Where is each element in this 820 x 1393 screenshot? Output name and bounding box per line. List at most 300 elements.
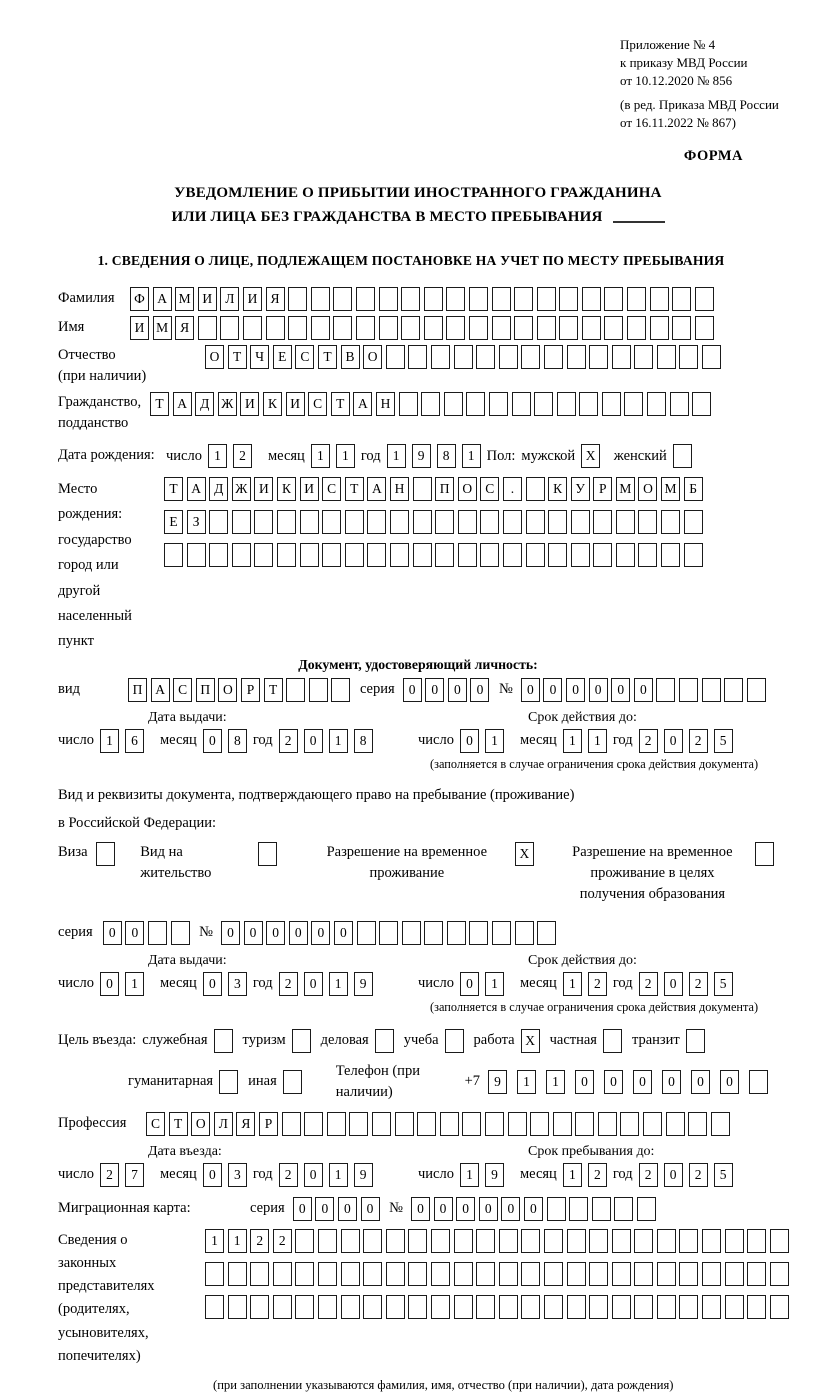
char-box[interactable]: Я — [236, 1112, 255, 1136]
char-box[interactable] — [228, 1262, 247, 1286]
char-box[interactable]: 0 — [100, 972, 119, 996]
char-box[interactable] — [431, 1262, 450, 1286]
char-box[interactable] — [672, 287, 691, 311]
char-box[interactable]: Т — [331, 392, 350, 416]
char-box[interactable] — [604, 287, 623, 311]
char-box[interactable] — [367, 543, 386, 567]
char-box[interactable] — [702, 1229, 721, 1253]
char-box[interactable]: 2 — [233, 444, 252, 468]
char-box[interactable]: 1 — [125, 972, 144, 996]
purpose-humanitarian-checkbox[interactable] — [219, 1070, 238, 1094]
char-box[interactable] — [650, 287, 669, 311]
char-box[interactable] — [480, 543, 499, 567]
char-box[interactable] — [612, 1262, 631, 1286]
char-box[interactable]: 0 — [611, 678, 630, 702]
char-box[interactable] — [417, 1112, 436, 1136]
char-box[interactable]: О — [638, 477, 657, 501]
char-box[interactable] — [288, 287, 307, 311]
char-box[interactable] — [318, 1229, 337, 1253]
char-box[interactable] — [620, 1112, 639, 1136]
char-box[interactable] — [571, 543, 590, 567]
char-box[interactable] — [367, 510, 386, 534]
char-box[interactable]: 0 — [304, 972, 323, 996]
char-box[interactable]: 0 — [338, 1197, 357, 1221]
char-box[interactable] — [521, 1262, 540, 1286]
char-box[interactable] — [345, 510, 364, 534]
char-box[interactable]: 0 — [479, 1197, 498, 1221]
char-box[interactable]: И — [130, 316, 149, 340]
char-box[interactable]: И — [240, 392, 259, 416]
char-box[interactable] — [688, 1112, 707, 1136]
char-box[interactable] — [679, 1229, 698, 1253]
char-box[interactable] — [661, 543, 680, 567]
sex-female-checkbox[interactable] — [673, 444, 692, 468]
char-box[interactable]: О — [218, 678, 237, 702]
char-box[interactable]: 3 — [228, 1163, 247, 1187]
char-box[interactable] — [480, 510, 499, 534]
char-box[interactable] — [492, 316, 511, 340]
char-box[interactable] — [454, 1229, 473, 1253]
char-box[interactable] — [657, 1229, 676, 1253]
char-box[interactable] — [747, 678, 766, 702]
char-box[interactable]: Т — [169, 1112, 188, 1136]
char-box[interactable] — [515, 921, 534, 945]
char-box[interactable]: И — [243, 287, 262, 311]
char-box[interactable]: 9 — [354, 1163, 373, 1187]
char-box[interactable] — [205, 1262, 224, 1286]
char-box[interactable] — [589, 1229, 608, 1253]
char-box[interactable]: 3 — [228, 972, 247, 996]
char-box[interactable] — [521, 1295, 540, 1319]
char-box[interactable]: 0 — [334, 921, 353, 945]
char-box[interactable]: Т — [150, 392, 169, 416]
char-box[interactable]: 1 — [460, 1163, 479, 1187]
char-box[interactable] — [424, 287, 443, 311]
char-box[interactable] — [637, 1197, 656, 1221]
char-box[interactable] — [695, 287, 714, 311]
char-box[interactable] — [592, 1197, 611, 1221]
char-box[interactable]: 0 — [434, 1197, 453, 1221]
char-box[interactable]: 2 — [639, 972, 658, 996]
temporary-residence-checkbox[interactable]: X — [515, 842, 534, 866]
char-box[interactable]: М — [175, 287, 194, 311]
char-box[interactable]: 0 — [470, 678, 489, 702]
residence-permit-checkbox[interactable] — [258, 842, 277, 866]
char-box[interactable] — [557, 392, 576, 416]
char-box[interactable] — [657, 1295, 676, 1319]
char-box[interactable] — [476, 1262, 495, 1286]
char-box[interactable] — [469, 287, 488, 311]
char-box[interactable]: А — [353, 392, 372, 416]
char-box[interactable] — [435, 543, 454, 567]
char-box[interactable]: 0 — [720, 1070, 739, 1094]
char-box[interactable]: 0 — [125, 921, 144, 945]
char-box[interactable] — [243, 316, 262, 340]
char-box[interactable]: 0 — [633, 1070, 652, 1094]
char-box[interactable]: А — [153, 287, 172, 311]
char-box[interactable] — [390, 543, 409, 567]
char-box[interactable]: 2 — [639, 1163, 658, 1187]
char-box[interactable] — [724, 678, 743, 702]
char-box[interactable] — [679, 678, 698, 702]
char-box[interactable]: 2 — [279, 972, 298, 996]
char-box[interactable] — [485, 1112, 504, 1136]
char-box[interactable] — [209, 510, 228, 534]
char-box[interactable]: 0 — [311, 921, 330, 945]
char-box[interactable] — [634, 345, 653, 369]
char-box[interactable]: 2 — [689, 972, 708, 996]
char-box[interactable] — [399, 392, 418, 416]
char-box[interactable] — [638, 510, 657, 534]
char-box[interactable] — [544, 345, 563, 369]
char-box[interactable]: 9 — [485, 1163, 504, 1187]
char-box[interactable] — [228, 1295, 247, 1319]
char-box[interactable] — [390, 510, 409, 534]
char-box[interactable]: 0 — [361, 1197, 380, 1221]
char-box[interactable] — [386, 1295, 405, 1319]
char-box[interactable]: 0 — [566, 678, 585, 702]
char-box[interactable] — [220, 316, 239, 340]
char-box[interactable]: О — [363, 345, 382, 369]
char-box[interactable]: 1 — [563, 1163, 582, 1187]
char-box[interactable] — [454, 1262, 473, 1286]
char-box[interactable] — [311, 316, 330, 340]
purpose-tourism-checkbox[interactable] — [292, 1029, 311, 1053]
char-box[interactable] — [725, 1262, 744, 1286]
char-box[interactable]: 2 — [273, 1229, 292, 1253]
char-box[interactable]: 1 — [208, 444, 227, 468]
char-box[interactable] — [250, 1262, 269, 1286]
char-box[interactable]: 2 — [279, 729, 298, 753]
purpose-transit-checkbox[interactable] — [686, 1029, 705, 1053]
char-box[interactable]: 0 — [203, 972, 222, 996]
char-box[interactable] — [559, 316, 578, 340]
char-box[interactable]: Ч — [250, 345, 269, 369]
char-box[interactable] — [372, 1112, 391, 1136]
char-box[interactable]: 0 — [203, 1163, 222, 1187]
char-box[interactable] — [363, 1295, 382, 1319]
char-box[interactable] — [747, 1262, 766, 1286]
char-box[interactable] — [349, 1112, 368, 1136]
char-box[interactable]: 0 — [691, 1070, 710, 1094]
char-box[interactable] — [295, 1295, 314, 1319]
char-box[interactable] — [666, 1112, 685, 1136]
char-box[interactable]: 2 — [689, 729, 708, 753]
char-box[interactable] — [408, 1262, 427, 1286]
char-box[interactable]: Д — [209, 477, 228, 501]
char-box[interactable] — [702, 1262, 721, 1286]
char-box[interactable] — [702, 678, 721, 702]
purpose-private-checkbox[interactable] — [603, 1029, 622, 1053]
char-box[interactable]: Я — [175, 316, 194, 340]
char-box[interactable]: Д — [195, 392, 214, 416]
char-box[interactable]: 1 — [100, 729, 119, 753]
char-box[interactable] — [647, 392, 666, 416]
char-box[interactable]: Р — [259, 1112, 278, 1136]
char-box[interactable]: И — [254, 477, 273, 501]
char-box[interactable]: 0 — [604, 1070, 623, 1094]
char-box[interactable]: Т — [264, 678, 283, 702]
char-box[interactable]: Ф — [130, 287, 149, 311]
char-box[interactable] — [164, 543, 183, 567]
char-box[interactable] — [725, 1229, 744, 1253]
purpose-business-checkbox[interactable] — [214, 1029, 233, 1053]
char-box[interactable] — [589, 345, 608, 369]
char-box[interactable] — [386, 1262, 405, 1286]
char-box[interactable]: 6 — [125, 729, 144, 753]
char-box[interactable]: 0 — [456, 1197, 475, 1221]
char-box[interactable]: 0 — [460, 729, 479, 753]
char-box[interactable] — [232, 543, 251, 567]
char-box[interactable] — [537, 921, 556, 945]
char-box[interactable]: 2 — [588, 1163, 607, 1187]
char-box[interactable]: 0 — [634, 678, 653, 702]
char-box[interactable] — [379, 287, 398, 311]
char-box[interactable] — [300, 543, 319, 567]
char-box[interactable] — [537, 316, 556, 340]
char-box[interactable] — [288, 316, 307, 340]
char-box[interactable]: 1 — [563, 729, 582, 753]
char-box[interactable]: Е — [273, 345, 292, 369]
char-box[interactable] — [638, 543, 657, 567]
char-box[interactable]: 0 — [543, 678, 562, 702]
char-box[interactable]: А — [151, 678, 170, 702]
char-box[interactable] — [530, 1112, 549, 1136]
char-box[interactable] — [695, 316, 714, 340]
char-box[interactable]: 0 — [411, 1197, 430, 1221]
char-box[interactable] — [593, 510, 612, 534]
char-box[interactable]: 1 — [228, 1229, 247, 1253]
char-box[interactable] — [604, 316, 623, 340]
char-box[interactable] — [322, 543, 341, 567]
char-box[interactable]: Б — [684, 477, 703, 501]
char-box[interactable]: 1 — [329, 1163, 348, 1187]
char-box[interactable] — [582, 287, 601, 311]
char-box[interactable]: 0 — [448, 678, 467, 702]
char-box[interactable]: П — [435, 477, 454, 501]
char-box[interactable]: Р — [241, 678, 260, 702]
char-box[interactable] — [333, 316, 352, 340]
char-box[interactable]: А — [367, 477, 386, 501]
char-box[interactable]: С — [480, 477, 499, 501]
char-box[interactable] — [446, 316, 465, 340]
char-box[interactable] — [304, 1112, 323, 1136]
char-box[interactable]: 0 — [501, 1197, 520, 1221]
char-box[interactable] — [282, 1112, 301, 1136]
char-box[interactable] — [205, 1295, 224, 1319]
char-box[interactable] — [589, 1262, 608, 1286]
char-box[interactable] — [627, 287, 646, 311]
char-box[interactable] — [341, 1262, 360, 1286]
char-box[interactable] — [277, 543, 296, 567]
char-box[interactable] — [198, 316, 217, 340]
char-box[interactable]: 0 — [521, 678, 540, 702]
char-box[interactable]: И — [300, 477, 319, 501]
char-box[interactable] — [643, 1112, 662, 1136]
char-box[interactable] — [254, 543, 273, 567]
char-box[interactable] — [702, 345, 721, 369]
char-box[interactable] — [446, 287, 465, 311]
char-box[interactable]: 2 — [100, 1163, 119, 1187]
char-box[interactable] — [598, 1112, 617, 1136]
char-box[interactable] — [431, 345, 450, 369]
char-box[interactable] — [254, 510, 273, 534]
char-box[interactable] — [575, 1112, 594, 1136]
char-box[interactable]: О — [205, 345, 224, 369]
char-box[interactable] — [579, 392, 598, 416]
char-box[interactable]: 2 — [250, 1229, 269, 1253]
char-box[interactable] — [567, 345, 586, 369]
char-box[interactable]: А — [173, 392, 192, 416]
char-box[interactable]: У — [571, 477, 590, 501]
char-box[interactable]: К — [263, 392, 282, 416]
char-box[interactable] — [614, 1197, 633, 1221]
char-box[interactable]: Е — [164, 510, 183, 534]
char-box[interactable] — [612, 1229, 631, 1253]
char-box[interactable]: 8 — [228, 729, 247, 753]
char-box[interactable]: З — [187, 510, 206, 534]
char-box[interactable] — [624, 392, 643, 416]
char-box[interactable] — [548, 510, 567, 534]
purpose-study-checkbox[interactable] — [445, 1029, 464, 1053]
char-box[interactable] — [670, 392, 689, 416]
char-box[interactable] — [534, 392, 553, 416]
char-box[interactable]: Ж — [218, 392, 237, 416]
char-box[interactable] — [692, 392, 711, 416]
char-box[interactable]: 0 — [304, 729, 323, 753]
char-box[interactable] — [544, 1295, 563, 1319]
char-box[interactable]: 5 — [714, 729, 733, 753]
char-box[interactable]: С — [295, 345, 314, 369]
char-box[interactable] — [277, 510, 296, 534]
char-box[interactable]: П — [128, 678, 147, 702]
char-box[interactable]: 1 — [485, 729, 504, 753]
char-box[interactable]: 0 — [266, 921, 285, 945]
char-box[interactable]: 9 — [354, 972, 373, 996]
char-box[interactable] — [492, 287, 511, 311]
char-box[interactable] — [634, 1229, 653, 1253]
char-box[interactable] — [309, 678, 328, 702]
char-box[interactable] — [476, 345, 495, 369]
char-box[interactable] — [402, 921, 421, 945]
char-box[interactable] — [559, 287, 578, 311]
char-box[interactable] — [357, 921, 376, 945]
char-box[interactable] — [273, 1262, 292, 1286]
char-box[interactable] — [286, 678, 305, 702]
char-box[interactable] — [602, 392, 621, 416]
char-box[interactable] — [300, 510, 319, 534]
char-box[interactable] — [770, 1262, 789, 1286]
char-box[interactable] — [171, 921, 190, 945]
char-box[interactable]: 1 — [588, 729, 607, 753]
char-box[interactable]: 7 — [125, 1163, 144, 1187]
char-box[interactable]: К — [277, 477, 296, 501]
char-box[interactable] — [503, 510, 522, 534]
char-box[interactable] — [679, 345, 698, 369]
char-box[interactable]: 1 — [563, 972, 582, 996]
char-box[interactable] — [408, 1229, 427, 1253]
char-box[interactable]: 1 — [462, 444, 481, 468]
purpose-work-checkbox[interactable]: X — [521, 1029, 540, 1053]
char-box[interactable] — [489, 392, 508, 416]
char-box[interactable]: 0 — [289, 921, 308, 945]
char-box[interactable]: П — [196, 678, 215, 702]
char-box[interactable] — [567, 1229, 586, 1253]
char-box[interactable] — [702, 1295, 721, 1319]
char-box[interactable]: 1 — [329, 972, 348, 996]
purpose-commercial-checkbox[interactable] — [375, 1029, 394, 1053]
char-box[interactable] — [476, 1295, 495, 1319]
char-box[interactable] — [444, 392, 463, 416]
char-box[interactable]: И — [198, 287, 217, 311]
char-box[interactable]: 0 — [589, 678, 608, 702]
char-box[interactable]: Т — [318, 345, 337, 369]
char-box[interactable] — [634, 1295, 653, 1319]
char-box[interactable] — [537, 287, 556, 311]
char-box[interactable]: С — [173, 678, 192, 702]
char-box[interactable]: 8 — [437, 444, 456, 468]
char-box[interactable]: И — [286, 392, 305, 416]
char-box[interactable] — [499, 1229, 518, 1253]
char-box[interactable]: Л — [214, 1112, 233, 1136]
char-box[interactable] — [331, 678, 350, 702]
char-box[interactable] — [544, 1229, 563, 1253]
char-box[interactable] — [679, 1295, 698, 1319]
char-box[interactable] — [431, 1229, 450, 1253]
char-box[interactable] — [492, 921, 511, 945]
char-box[interactable]: 0 — [664, 972, 683, 996]
char-box[interactable] — [476, 1229, 495, 1253]
char-box[interactable] — [356, 316, 375, 340]
char-box[interactable] — [209, 543, 228, 567]
char-box[interactable]: О — [191, 1112, 210, 1136]
char-box[interactable] — [616, 510, 635, 534]
char-box[interactable] — [232, 510, 251, 534]
char-box[interactable] — [503, 543, 522, 567]
char-box[interactable] — [413, 543, 432, 567]
char-box[interactable]: 2 — [639, 729, 658, 753]
char-box[interactable]: 1 — [485, 972, 504, 996]
char-box[interactable]: 0 — [304, 1163, 323, 1187]
char-box[interactable]: 1 — [546, 1070, 565, 1094]
char-box[interactable]: 1 — [387, 444, 406, 468]
char-box[interactable] — [386, 1229, 405, 1253]
char-box[interactable] — [440, 1112, 459, 1136]
char-box[interactable] — [295, 1262, 314, 1286]
char-box[interactable] — [747, 1295, 766, 1319]
char-box[interactable] — [469, 921, 488, 945]
char-box[interactable] — [386, 345, 405, 369]
char-box[interactable]: 0 — [524, 1197, 543, 1221]
char-box[interactable] — [512, 392, 531, 416]
char-box[interactable] — [421, 392, 440, 416]
char-box[interactable] — [363, 1262, 382, 1286]
char-box[interactable] — [657, 1262, 676, 1286]
char-box[interactable] — [454, 345, 473, 369]
char-box[interactable] — [413, 510, 432, 534]
char-box[interactable] — [612, 345, 631, 369]
char-box[interactable] — [435, 510, 454, 534]
char-box[interactable]: 0 — [293, 1197, 312, 1221]
char-box[interactable] — [462, 1112, 481, 1136]
char-box[interactable] — [401, 287, 420, 311]
char-box[interactable]: 1 — [336, 444, 355, 468]
char-box[interactable]: 2 — [689, 1163, 708, 1187]
char-box[interactable] — [521, 345, 540, 369]
char-box[interactable] — [273, 1295, 292, 1319]
char-box[interactable] — [311, 287, 330, 311]
char-box[interactable] — [379, 316, 398, 340]
